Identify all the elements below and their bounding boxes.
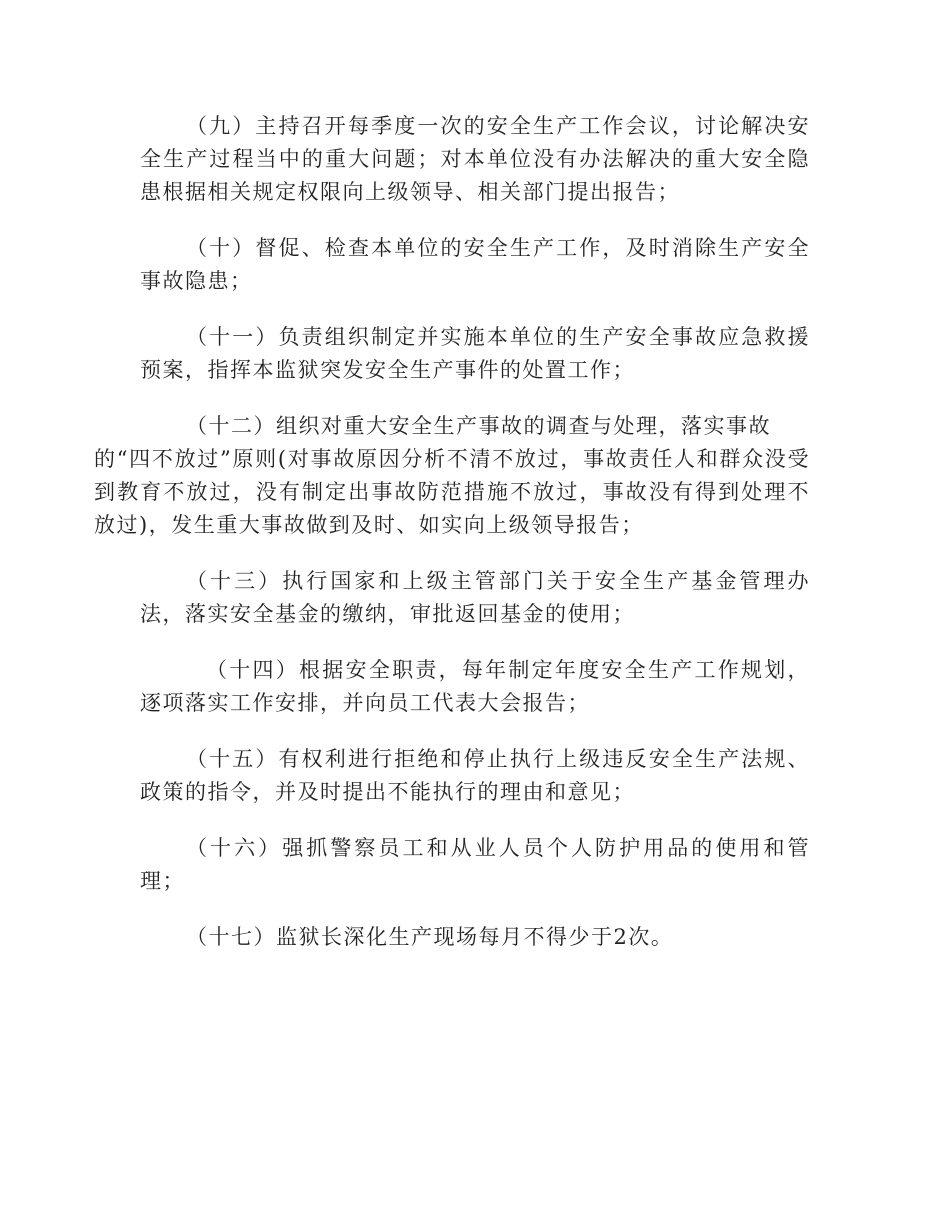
paragraph-12-line-2: 的“四不放过”原则(对事故原因分析不清不放过，事故责任人和群众没受到教育不放过，没有制定出事故防范措施不放过，事故没有得到处理不放过)，发生重大事故做到及时、如实向上级领导报告；: [94, 447, 810, 537]
paragraph-10: （十）督促、检查本单位的安全生产工作，及时消除生产安全事故隐患；: [140, 236, 810, 293]
paragraph-15: （十五）有权利进行拒绝和停止执行上级违反安全生产法规、政策的指令，并及时提出不能执行的理由和意见；: [140, 747, 810, 804]
paragraph-14: （十四）根据安全职责，每年制定年度安全生产工作规划，逐项落实工作安排，并向员工代表大会报告；: [140, 658, 810, 715]
document-body: [94, 110, 810, 977]
paragraph-12-line-1: （十二）组织对重大安全生产事故的调查与处理，落实事故: [186, 414, 771, 438]
paragraph-17: （十七）监狱长深化生产现场每月不得少于2次。: [186, 925, 674, 949]
paragraph-11: （十一）负责组织制定并实施本单位的生产安全事故应急救援预案，指挥本监狱突发安全生产事件的处置工作；: [140, 325, 810, 382]
paragraph-13: （十三）执行国家和上级主管部门关于安全生产基金管理办法，落实安全基金的缴纳，审批返回基金的使用；: [140, 569, 810, 626]
paragraph-12: [94, 410, 810, 542]
paragraph-16: （十六）强抓警察员工和从业人员个人防护用品的使用和管理；: [140, 836, 810, 893]
paragraph-9: （九）主持召开每季度一次的安全生产工作会议，讨论解决安全生产过程当中的重大问题；对本单位没有办法解决的重大安全隐患根据相关规定权限向上级领导、相关部门提出报告；: [140, 114, 810, 204]
